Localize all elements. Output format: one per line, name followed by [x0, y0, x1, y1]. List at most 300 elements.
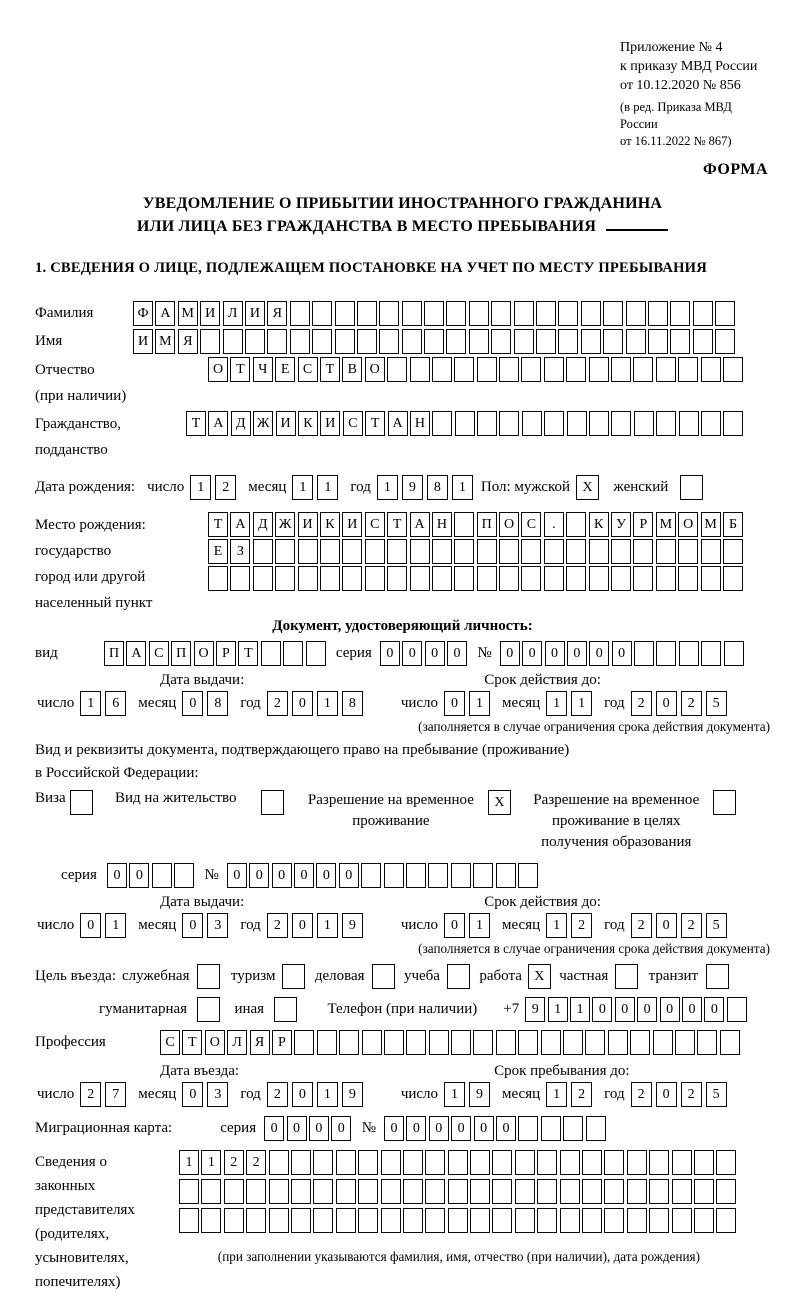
- identity-kind-cell[interactable]: А: [126, 641, 146, 666]
- date-cell[interactable]: 2: [631, 1082, 652, 1107]
- profession-cell[interactable]: [339, 1030, 359, 1055]
- residence-number-cell[interactable]: 0: [249, 863, 269, 888]
- citizenship-cell[interactable]: И: [320, 411, 340, 436]
- patronymic-cell[interactable]: [387, 357, 407, 382]
- purpose-cell[interactable]: [274, 997, 297, 1022]
- profession-cell[interactable]: [585, 1030, 605, 1055]
- date-cell[interactable]: 0: [656, 691, 677, 716]
- citizenship-cell[interactable]: [522, 411, 542, 436]
- surname-cell[interactable]: [312, 301, 332, 326]
- birth-place-cell[interactable]: [410, 566, 430, 591]
- patronymic-cell[interactable]: [410, 357, 430, 382]
- birth-place-cell[interactable]: [499, 566, 519, 591]
- date-cell[interactable]: 0: [656, 913, 677, 938]
- representative-cell[interactable]: [537, 1208, 557, 1233]
- date-cell[interactable]: 0: [292, 913, 313, 938]
- birth-place-cell[interactable]: [723, 566, 743, 591]
- profession-cell[interactable]: [608, 1030, 628, 1055]
- representative-cell[interactable]: [470, 1179, 490, 1204]
- date-cell[interactable]: 9: [342, 913, 363, 938]
- birth-day-cell[interactable]: 1: [190, 475, 211, 500]
- patronymic-cell[interactable]: О: [208, 357, 228, 382]
- representative-cell[interactable]: [672, 1208, 692, 1233]
- date-cell[interactable]: 1: [317, 913, 338, 938]
- date-cell[interactable]: 0: [444, 691, 465, 716]
- identity-kind-cell[interactable]: [283, 641, 303, 666]
- representative-cell[interactable]: [649, 1208, 669, 1233]
- representative-cell[interactable]: [492, 1150, 512, 1175]
- birth-place-cell[interactable]: К: [589, 512, 609, 537]
- birth-place-cell[interactable]: Т: [387, 512, 407, 537]
- representative-cell[interactable]: [604, 1150, 624, 1175]
- patronymic-cell[interactable]: Т: [230, 357, 250, 382]
- citizenship-cell[interactable]: А: [388, 411, 408, 436]
- birth-place-cell[interactable]: [253, 539, 273, 564]
- representative-cell[interactable]: [582, 1179, 602, 1204]
- representative-cell[interactable]: [604, 1179, 624, 1204]
- profession-cell[interactable]: [294, 1030, 314, 1055]
- date-cell[interactable]: 2: [631, 913, 652, 938]
- first-name-cell[interactable]: [469, 329, 489, 354]
- phone-cell[interactable]: 0: [592, 997, 612, 1022]
- representative-cell[interactable]: [269, 1179, 289, 1204]
- representative-cell[interactable]: [470, 1150, 490, 1175]
- first-name-cell[interactable]: [514, 329, 534, 354]
- date-cell[interactable]: 1: [546, 913, 567, 938]
- representative-cell[interactable]: [448, 1208, 468, 1233]
- representative-cell[interactable]: [425, 1150, 445, 1175]
- birth-place-cell[interactable]: .: [544, 512, 564, 537]
- surname-cell[interactable]: [424, 301, 444, 326]
- first-name-cell[interactable]: [491, 329, 511, 354]
- representative-cell[interactable]: [627, 1179, 647, 1204]
- surname-cell[interactable]: И: [200, 301, 220, 326]
- representative-cell[interactable]: [560, 1179, 580, 1204]
- profession-cell[interactable]: Я: [250, 1030, 270, 1055]
- residence-number-cell[interactable]: 0: [294, 863, 314, 888]
- first-name-cell[interactable]: М: [155, 329, 175, 354]
- representative-cell[interactable]: [269, 1150, 289, 1175]
- representative-cell[interactable]: [716, 1179, 736, 1204]
- date-cell[interactable]: 1: [546, 691, 567, 716]
- residence-number-cell[interactable]: [473, 863, 493, 888]
- first-name-cell[interactable]: [290, 329, 310, 354]
- birth-place-cell[interactable]: [320, 539, 340, 564]
- birth-place-cell[interactable]: [387, 539, 407, 564]
- date-cell[interactable]: 0: [292, 1082, 313, 1107]
- date-cell[interactable]: 2: [571, 1082, 592, 1107]
- surname-cell[interactable]: [290, 301, 310, 326]
- birth-place-cell[interactable]: А: [230, 512, 250, 537]
- profession-cell[interactable]: [720, 1030, 740, 1055]
- birth-place-cell[interactable]: [410, 539, 430, 564]
- first-name-cell[interactable]: [670, 329, 690, 354]
- birth-place-cell[interactable]: [342, 566, 362, 591]
- first-name-cell[interactable]: [626, 329, 646, 354]
- representative-cell[interactable]: [403, 1150, 423, 1175]
- identity-kind-cell[interactable]: С: [149, 641, 169, 666]
- citizenship-cell[interactable]: Д: [231, 411, 251, 436]
- birth-place-cell[interactable]: П: [477, 512, 497, 537]
- representative-cell[interactable]: [672, 1179, 692, 1204]
- residence-number-cell[interactable]: [428, 863, 448, 888]
- birth-place-cell[interactable]: Д: [253, 512, 273, 537]
- representative-cell[interactable]: [448, 1150, 468, 1175]
- date-cell[interactable]: 0: [80, 913, 101, 938]
- birth-place-cell[interactable]: [454, 539, 474, 564]
- date-cell[interactable]: 0: [656, 1082, 677, 1107]
- surname-cell[interactable]: [446, 301, 466, 326]
- birth-place-cell[interactable]: [723, 539, 743, 564]
- citizenship-cell[interactable]: А: [208, 411, 228, 436]
- birth-place-cell[interactable]: О: [499, 512, 519, 537]
- purpose-cell[interactable]: [615, 964, 638, 989]
- surname-cell[interactable]: Я: [267, 301, 287, 326]
- representative-cell[interactable]: [179, 1179, 199, 1204]
- birth-place-cell[interactable]: И: [342, 512, 362, 537]
- migration-number-cell[interactable]: 0: [384, 1116, 404, 1141]
- first-name-cell[interactable]: [335, 329, 355, 354]
- citizenship-cell[interactable]: [723, 411, 743, 436]
- patronymic-cell[interactable]: В: [342, 357, 362, 382]
- patronymic-cell[interactable]: Т: [320, 357, 340, 382]
- profession-cell[interactable]: [317, 1030, 337, 1055]
- residence-number-cell[interactable]: 0: [227, 863, 247, 888]
- migration-number-cell[interactable]: [518, 1116, 538, 1141]
- date-cell[interactable]: 2: [267, 691, 288, 716]
- first-name-cell[interactable]: [558, 329, 578, 354]
- representative-cell[interactable]: [694, 1179, 714, 1204]
- surname-cell[interactable]: Л: [223, 301, 243, 326]
- residence-number-cell[interactable]: 0: [339, 863, 359, 888]
- representative-cell[interactable]: [291, 1208, 311, 1233]
- representative-cell[interactable]: [224, 1208, 244, 1233]
- birth-year-cell[interactable]: 1: [452, 475, 473, 500]
- representative-cell[interactable]: [649, 1179, 669, 1204]
- citizenship-cell[interactable]: [679, 411, 699, 436]
- representative-cell[interactable]: [381, 1179, 401, 1204]
- date-cell[interactable]: 0: [292, 691, 313, 716]
- birth-place-cell[interactable]: [275, 566, 295, 591]
- date-cell[interactable]: 2: [681, 1082, 702, 1107]
- birth-place-cell[interactable]: [544, 539, 564, 564]
- citizenship-cell[interactable]: [477, 411, 497, 436]
- birth-place-cell[interactable]: Н: [432, 512, 452, 537]
- residence-number-cell[interactable]: [361, 863, 381, 888]
- birth-place-cell[interactable]: У: [611, 512, 631, 537]
- representative-cell[interactable]: [425, 1179, 445, 1204]
- date-cell[interactable]: 2: [681, 913, 702, 938]
- representative-cell[interactable]: [515, 1179, 535, 1204]
- date-cell[interactable]: 6: [105, 691, 126, 716]
- first-name-cell[interactable]: Я: [178, 329, 198, 354]
- surname-cell[interactable]: [514, 301, 534, 326]
- profession-cell[interactable]: С: [160, 1030, 180, 1055]
- profession-cell[interactable]: [429, 1030, 449, 1055]
- representative-cell[interactable]: [358, 1208, 378, 1233]
- representative-cell[interactable]: [627, 1150, 647, 1175]
- surname-cell[interactable]: [693, 301, 713, 326]
- surname-cell[interactable]: [402, 301, 422, 326]
- citizenship-cell[interactable]: Ж: [253, 411, 273, 436]
- date-cell[interactable]: 1: [546, 1082, 567, 1107]
- first-name-cell[interactable]: [693, 329, 713, 354]
- date-cell[interactable]: 1: [469, 691, 490, 716]
- birth-place-cell[interactable]: Б: [723, 512, 743, 537]
- representative-cell[interactable]: [179, 1208, 199, 1233]
- residence-number-cell[interactable]: [451, 863, 471, 888]
- date-cell[interactable]: 2: [267, 913, 288, 938]
- representative-cell[interactable]: [537, 1179, 557, 1204]
- identity-number-cell[interactable]: 0: [567, 641, 587, 666]
- date-cell[interactable]: 2: [681, 691, 702, 716]
- profession-cell[interactable]: [362, 1030, 382, 1055]
- surname-cell[interactable]: [379, 301, 399, 326]
- residence-series-cell[interactable]: [174, 863, 194, 888]
- phone-cell[interactable]: 0: [615, 997, 635, 1022]
- representative-cell[interactable]: [694, 1208, 714, 1233]
- patronymic-cell[interactable]: [477, 357, 497, 382]
- residence-number-cell[interactable]: 0: [272, 863, 292, 888]
- identity-kind-cell[interactable]: Т: [238, 641, 258, 666]
- first-name-cell[interactable]: [245, 329, 265, 354]
- citizenship-cell[interactable]: Н: [410, 411, 430, 436]
- representative-cell[interactable]: [201, 1179, 221, 1204]
- representative-cell[interactable]: [604, 1208, 624, 1233]
- first-name-cell[interactable]: [402, 329, 422, 354]
- first-name-cell[interactable]: [536, 329, 556, 354]
- date-cell[interactable]: 1: [571, 691, 592, 716]
- birth-place-cell[interactable]: О: [678, 512, 698, 537]
- date-cell[interactable]: 3: [207, 1082, 228, 1107]
- patronymic-cell[interactable]: [454, 357, 474, 382]
- identity-number-cell[interactable]: 0: [612, 641, 632, 666]
- birth-place-cell[interactable]: [589, 539, 609, 564]
- surname-cell[interactable]: Ф: [133, 301, 153, 326]
- birth-place-cell[interactable]: [678, 566, 698, 591]
- representative-cell[interactable]: [358, 1179, 378, 1204]
- representative-cell[interactable]: [448, 1179, 468, 1204]
- patronymic-cell[interactable]: [656, 357, 676, 382]
- birth-place-cell[interactable]: [521, 566, 541, 591]
- date-cell[interactable]: 2: [267, 1082, 288, 1107]
- date-cell[interactable]: 2: [631, 691, 652, 716]
- birth-place-cell[interactable]: [633, 566, 653, 591]
- representative-cell[interactable]: [672, 1150, 692, 1175]
- birth-place-cell[interactable]: [275, 539, 295, 564]
- birth-place-cell[interactable]: [701, 566, 721, 591]
- identity-number-cell[interactable]: [701, 641, 721, 666]
- residence-number-cell[interactable]: [518, 863, 538, 888]
- representative-cell[interactable]: [336, 1150, 356, 1175]
- birth-place-cell[interactable]: [566, 566, 586, 591]
- identity-number-cell[interactable]: 0: [522, 641, 542, 666]
- citizenship-cell[interactable]: С: [343, 411, 363, 436]
- phone-cell[interactable]: 0: [637, 997, 657, 1022]
- profession-cell[interactable]: [473, 1030, 493, 1055]
- date-cell[interactable]: 1: [105, 913, 126, 938]
- birth-place-cell[interactable]: [701, 539, 721, 564]
- identity-series-cell[interactable]: 0: [447, 641, 467, 666]
- birth-place-cell[interactable]: [320, 566, 340, 591]
- representative-cell[interactable]: [403, 1208, 423, 1233]
- representative-cell[interactable]: [515, 1208, 535, 1233]
- citizenship-cell[interactable]: [499, 411, 519, 436]
- citizenship-cell[interactable]: К: [298, 411, 318, 436]
- phone-cell[interactable]: [727, 997, 747, 1022]
- date-cell[interactable]: 7: [105, 1082, 126, 1107]
- first-name-cell[interactable]: [648, 329, 668, 354]
- citizenship-cell[interactable]: И: [276, 411, 296, 436]
- date-cell[interactable]: 0: [182, 913, 203, 938]
- identity-number-cell[interactable]: [634, 641, 654, 666]
- purpose-cell[interactable]: [372, 964, 395, 989]
- profession-cell[interactable]: [630, 1030, 650, 1055]
- surname-cell[interactable]: [670, 301, 690, 326]
- representative-cell[interactable]: [313, 1150, 333, 1175]
- representative-cell[interactable]: [358, 1150, 378, 1175]
- birth-day-cell[interactable]: 2: [215, 475, 236, 500]
- birth-place-cell[interactable]: [298, 566, 318, 591]
- representative-cell[interactable]: [201, 1208, 221, 1233]
- surname-cell[interactable]: [603, 301, 623, 326]
- profession-cell[interactable]: [451, 1030, 471, 1055]
- migration-number-cell[interactable]: [541, 1116, 561, 1141]
- patronymic-cell[interactable]: [611, 357, 631, 382]
- first-name-cell[interactable]: [312, 329, 332, 354]
- residence-number-cell[interactable]: [496, 863, 516, 888]
- profession-cell[interactable]: [541, 1030, 561, 1055]
- first-name-cell[interactable]: [379, 329, 399, 354]
- representative-cell[interactable]: [381, 1150, 401, 1175]
- identity-series-cell[interactable]: 0: [380, 641, 400, 666]
- representative-cell[interactable]: [560, 1208, 580, 1233]
- citizenship-cell[interactable]: [455, 411, 475, 436]
- birth-place-cell[interactable]: [566, 539, 586, 564]
- profession-cell[interactable]: [675, 1030, 695, 1055]
- representative-cell[interactable]: [627, 1208, 647, 1233]
- representative-cell[interactable]: [492, 1208, 512, 1233]
- birth-place-cell[interactable]: [432, 566, 452, 591]
- birth-place-cell[interactable]: З: [230, 539, 250, 564]
- patronymic-cell[interactable]: [499, 357, 519, 382]
- first-name-cell[interactable]: [223, 329, 243, 354]
- surname-cell[interactable]: [648, 301, 668, 326]
- birth-place-cell[interactable]: [208, 566, 228, 591]
- surname-cell[interactable]: [536, 301, 556, 326]
- date-cell[interactable]: 8: [207, 691, 228, 716]
- residence-permit-cell[interactable]: [261, 790, 284, 815]
- representative-cell[interactable]: [649, 1150, 669, 1175]
- patronymic-cell[interactable]: [589, 357, 609, 382]
- representative-cell[interactable]: [515, 1150, 535, 1175]
- date-cell[interactable]: 0: [444, 913, 465, 938]
- representative-cell[interactable]: [291, 1179, 311, 1204]
- profession-cell[interactable]: [563, 1030, 583, 1055]
- citizenship-cell[interactable]: [634, 411, 654, 436]
- birth-place-cell[interactable]: [387, 566, 407, 591]
- birth-place-cell[interactable]: [656, 539, 676, 564]
- residence-series-cell[interactable]: 0: [107, 863, 127, 888]
- birth-place-cell[interactable]: [365, 566, 385, 591]
- citizenship-cell[interactable]: Т: [365, 411, 385, 436]
- representative-cell[interactable]: [246, 1179, 266, 1204]
- representative-cell[interactable]: 2: [224, 1150, 244, 1175]
- residence-series-cell[interactable]: 0: [129, 863, 149, 888]
- first-name-cell[interactable]: [267, 329, 287, 354]
- profession-cell[interactable]: [496, 1030, 516, 1055]
- date-cell[interactable]: 5: [706, 691, 727, 716]
- representative-cell[interactable]: [537, 1150, 557, 1175]
- first-name-cell[interactable]: [603, 329, 623, 354]
- migration-series-cell[interactable]: 0: [264, 1116, 284, 1141]
- date-cell[interactable]: 5: [706, 913, 727, 938]
- representative-cell[interactable]: 1: [179, 1150, 199, 1175]
- birth-place-cell[interactable]: [365, 539, 385, 564]
- first-name-cell[interactable]: И: [133, 329, 153, 354]
- birth-year-cell[interactable]: 8: [427, 475, 448, 500]
- representative-cell[interactable]: [470, 1208, 490, 1233]
- first-name-cell[interactable]: [446, 329, 466, 354]
- identity-kind-cell[interactable]: О: [194, 641, 214, 666]
- representative-cell[interactable]: [269, 1208, 289, 1233]
- residence-number-cell[interactable]: 0: [316, 863, 336, 888]
- surname-cell[interactable]: М: [178, 301, 198, 326]
- migration-series-cell[interactable]: 0: [287, 1116, 307, 1141]
- representative-cell[interactable]: [582, 1150, 602, 1175]
- identity-kind-cell[interactable]: [261, 641, 281, 666]
- phone-cell[interactable]: 1: [570, 997, 590, 1022]
- migration-series-cell[interactable]: 0: [309, 1116, 329, 1141]
- migration-number-cell[interactable]: [586, 1116, 606, 1141]
- profession-cell[interactable]: Т: [182, 1030, 202, 1055]
- identity-kind-cell[interactable]: Р: [216, 641, 236, 666]
- date-cell[interactable]: 9: [342, 1082, 363, 1107]
- birth-year-cell[interactable]: 9: [402, 475, 423, 500]
- citizenship-cell[interactable]: [432, 411, 452, 436]
- migration-series-cell[interactable]: 0: [331, 1116, 351, 1141]
- identity-number-cell[interactable]: [679, 641, 699, 666]
- date-cell[interactable]: 0: [182, 1082, 203, 1107]
- sex-female-cell[interactable]: [680, 475, 703, 500]
- birth-place-cell[interactable]: К: [320, 512, 340, 537]
- patronymic-cell[interactable]: [701, 357, 721, 382]
- patronymic-cell[interactable]: Е: [275, 357, 295, 382]
- citizenship-cell[interactable]: Т: [186, 411, 206, 436]
- identity-kind-cell[interactable]: [306, 641, 326, 666]
- residence-number-cell[interactable]: [384, 863, 404, 888]
- birth-place-cell[interactable]: [656, 566, 676, 591]
- representative-cell[interactable]: [716, 1208, 736, 1233]
- surname-cell[interactable]: [558, 301, 578, 326]
- visa-cell[interactable]: [70, 790, 93, 815]
- birth-place-cell[interactable]: [499, 539, 519, 564]
- representative-cell[interactable]: [425, 1208, 445, 1233]
- profession-cell[interactable]: [518, 1030, 538, 1055]
- purpose-cell[interactable]: [447, 964, 470, 989]
- temp-permit-cell[interactable]: X: [488, 790, 511, 815]
- date-cell[interactable]: 9: [469, 1082, 490, 1107]
- migration-number-cell[interactable]: 0: [429, 1116, 449, 1141]
- phone-cell[interactable]: 9: [525, 997, 545, 1022]
- residence-number-cell[interactable]: [406, 863, 426, 888]
- patronymic-cell[interactable]: Ч: [253, 357, 273, 382]
- purpose-cell[interactable]: [197, 964, 220, 989]
- birth-place-cell[interactable]: Р: [633, 512, 653, 537]
- profession-cell[interactable]: Р: [272, 1030, 292, 1055]
- birth-place-cell[interactable]: Т: [208, 512, 228, 537]
- identity-kind-cell[interactable]: П: [104, 641, 124, 666]
